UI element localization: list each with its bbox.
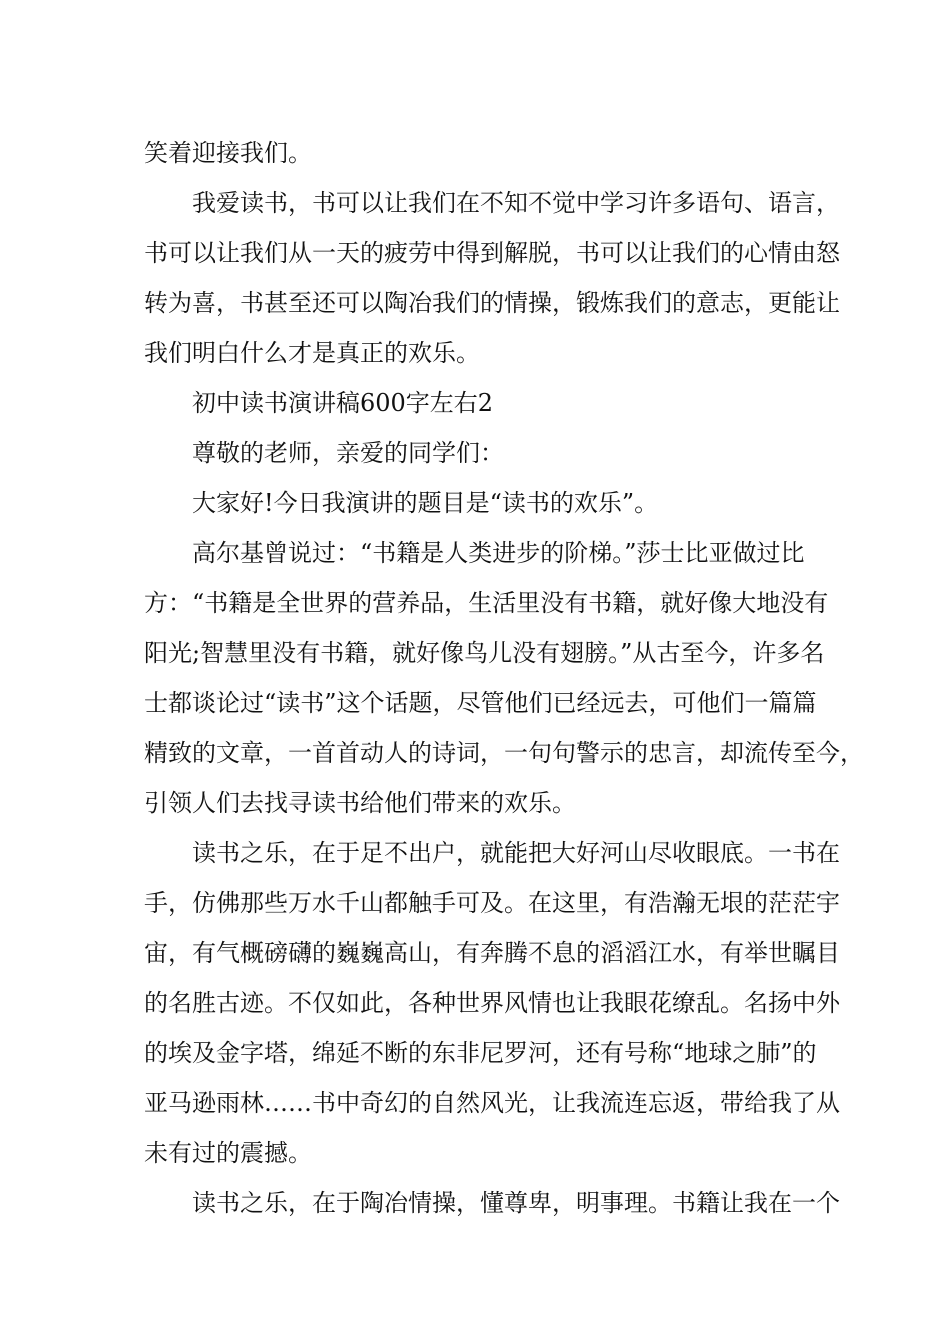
text-line-15: 读书之乐，在于足不出户，就能把大好河山尽收眼底。一书在 — [192, 839, 840, 867]
text-line-19: 的埃及金字塔，绵延不断的东非尼罗河，还有号称“地球之肺”的 — [144, 1039, 817, 1067]
text-line-22: 读书之乐，在于陶冶情操，懂尊卑，明事理。书籍让我在一个 — [192, 1189, 840, 1217]
text-line-17: 宙，有气概磅礴的巍巍高山，有奔腾不息的滔滔江水，有举世瞩目 — [144, 939, 840, 967]
text-line-5: 我们明白什么才是真正的欢乐。 — [144, 339, 480, 367]
text-line-9: 高尔基曾说过：“书籍是人类进步的阶梯。”莎士比亚做过比 — [192, 539, 805, 567]
text-line-10: 方：“书籍是全世界的营养品，生活里没有书籍，就好像大地没有 — [144, 589, 829, 617]
text-line-18: 的名胜古迹。不仅如此，各种世界风情也让我眼花缭乱。名扬中外 — [144, 989, 840, 1017]
text-line-12: 士都谈论过“读书”这个话题，尽管他们已经远去，可他们一篇篇 — [144, 689, 817, 717]
text-line-4: 转为喜，书甚至还可以陶冶我们的情操，锻炼我们的意志，更能让 — [144, 289, 840, 317]
text-line-21: 未有过的震撼。 — [144, 1139, 312, 1167]
text-line-2: 我爱读书，书可以让我们在不知不觉中学习许多语句、语言， — [192, 189, 840, 217]
text-line-14: 引领人们去找寻读书给他们带来的欢乐。 — [144, 789, 576, 817]
section-heading: 初中读书演讲稿600字左右2 — [192, 389, 494, 417]
text-line-3: 书可以让我们从一天的疲劳中得到解脱，书可以让我们的心情由怒 — [144, 239, 840, 267]
text-line-13: 精致的文章，一首首动人的诗词，一句句警示的忠言，却流传至今， — [144, 739, 864, 767]
salutation: 尊敬的老师，亲爱的同学们： — [192, 439, 504, 467]
text-line-11: 阳光;智慧里没有书籍，就好像鸟儿没有翅膀。”从古至今，许多名 — [144, 639, 825, 667]
text-line-1: 笑着迎接我们。 — [144, 139, 312, 167]
text-line-8: 大家好!今日我演讲的题目是“读书的欢乐”。 — [192, 489, 659, 517]
text-line-16: 手，仿佛那些万水千山都触手可及。在这里，有浩瀚无垠的茫茫宇 — [144, 889, 840, 917]
document-page — [144, 128, 864, 1228]
text-line-20: 亚马逊雨林……书中奇幻的自然风光，让我流连忘返，带给我了从 — [144, 1089, 840, 1117]
